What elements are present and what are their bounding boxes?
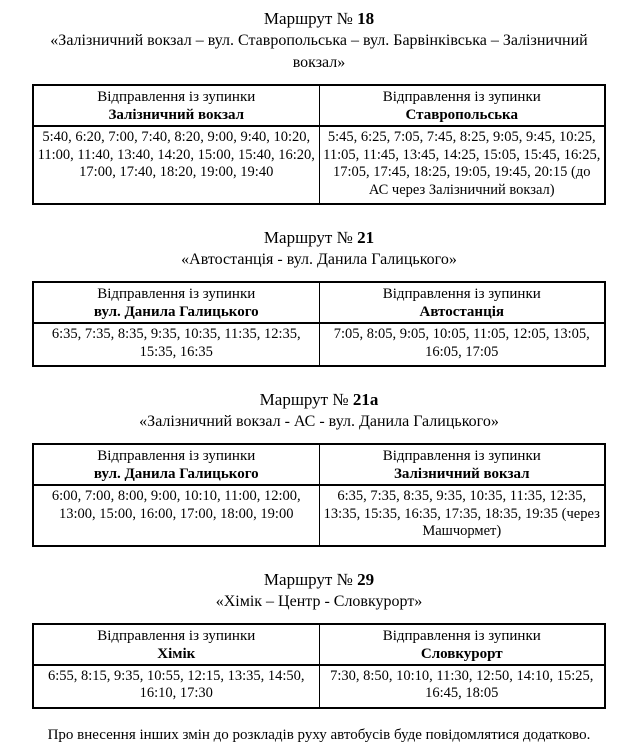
- departure-header-right: [319, 624, 605, 665]
- schedule-table-21: [32, 281, 606, 367]
- times-cell-left: 6:00, 7:00, 8:00, 9:00, 10:10, 11:00, 12:00, 13:00, 15:00, 16:00, 17:00, 18:00, 19:00: [33, 485, 319, 546]
- route-section-29: [32, 569, 606, 709]
- route-subtitle: «Автостанція - вул. Данила Галицького»: [181, 251, 457, 268]
- departure-header-left: [33, 624, 319, 665]
- times-cell-right: 7:05, 8:05, 9:05, 10:05, 11:05, 12:05, 13:05, 16:05, 17:05: [319, 323, 605, 366]
- departure-label: Відправлення із зупинки: [382, 89, 541, 105]
- stop-name: Словкурорт: [420, 645, 503, 662]
- table-row: [33, 665, 605, 708]
- times-cell-right: 6:35, 7:35, 8:35, 9:35, 10:35, 11:35, 12:35, 13:35, 15:35, 16:35, 17:35, 18:35, 19:35 (через Машчормет): [319, 485, 605, 546]
- times-cell-left: 6:55, 8:15, 9:35, 10:55, 12:15, 13:35, 14:50, 16:10, 17:30: [33, 665, 319, 708]
- departure-header-right: [319, 85, 605, 126]
- stop-name: вул. Данила Галицького: [93, 466, 259, 482]
- stop-name: Хімік: [157, 645, 196, 662]
- route-title: [32, 569, 606, 591]
- schedule-table-18: [32, 84, 606, 205]
- table-row: [33, 323, 605, 366]
- schedule-table-29: [32, 623, 606, 709]
- route-number: 21: [357, 228, 375, 247]
- route-section-18: [32, 8, 606, 205]
- departure-header-left: [33, 282, 319, 323]
- departure-label: Відправлення із зупинки: [97, 286, 256, 302]
- times-cell-left: 6:35, 7:35, 8:35, 9:35, 10:35, 11:35, 12:35, 15:35, 16:35: [33, 323, 319, 366]
- route-number: 29: [357, 569, 375, 589]
- route-number: 18: [357, 9, 375, 28]
- departure-label: Відправлення із зупинки: [382, 448, 541, 464]
- times-cell-right: 5:45, 6:25, 7:05, 7:45, 8:25, 9:05, 9:45, 10:25, 11:05, 11:45, 13:45, 14:25, 15:05, 15:45, 16:25, 17:05, 17:45, 18:25, 19:05, 19:45, 20:15 (до АС через Залізничний вокзал): [319, 126, 605, 204]
- stop-name: Автостанція: [419, 304, 504, 320]
- route-title: [32, 8, 606, 30]
- route-section-21a: [32, 389, 606, 547]
- route-title-prefix: Маршрут №: [263, 569, 358, 589]
- stop-name: Ставропольська: [405, 107, 518, 123]
- route-subtitle: «Хімік – Центр - Словкурорт»: [215, 592, 423, 610]
- departure-label: Відправлення із зупинки: [97, 627, 256, 644]
- route-subtitle: «Залізничний вокзал - АС - вул. Данила Галицького»: [139, 413, 499, 430]
- stop-name: вул. Данила Галицького: [93, 304, 259, 320]
- route-title: [32, 389, 606, 411]
- stop-name: Залізничний вокзал: [393, 466, 530, 482]
- route-subtitle: «Залізничний вокзал – вул. Ставропольська – вул. Барвінківська – Залізничний вокзал»: [50, 32, 588, 71]
- route-title: [32, 227, 606, 249]
- footer-note: Про внесення інших змін до розкладів руху автобусів буде повідомлятися додатково.: [47, 726, 591, 743]
- table-row: [33, 126, 605, 204]
- table-row: [33, 485, 605, 546]
- stop-name: Залізничний вокзал: [108, 107, 245, 123]
- departure-label: Відправлення із зупинки: [97, 89, 256, 105]
- departure-header-left: [33, 85, 319, 126]
- departure-label: Відправлення із зупинки: [382, 286, 541, 302]
- times-cell-right: 7:30, 8:50, 10:10, 11:30, 12:50, 14:10, 15:25, 16:45, 18:05: [319, 665, 605, 708]
- departure-header-left: [33, 444, 319, 485]
- departure-header-right: [319, 282, 605, 323]
- times-cell-left: 5:40, 6:20, 7:00, 7:40, 8:20, 9:00, 9:40, 10:20, 11:00, 11:40, 13:40, 14:20, 15:00, 15:40, 16:20, 17:00, 17:40, 18:20, 19:00, 19:40: [33, 126, 319, 204]
- route-number: 21а: [352, 390, 379, 409]
- departure-header-right: [319, 444, 605, 485]
- route-title-prefix: Маршрут №: [259, 390, 353, 409]
- departure-label: Відправлення із зупинки: [382, 627, 541, 644]
- route-section-21: [32, 227, 606, 367]
- schedule-table-21a: [32, 443, 606, 547]
- departure-label: Відправлення із зупинки: [97, 448, 256, 464]
- route-title-prefix: Маршрут №: [263, 228, 358, 247]
- route-title-prefix: Маршрут №: [263, 9, 358, 28]
